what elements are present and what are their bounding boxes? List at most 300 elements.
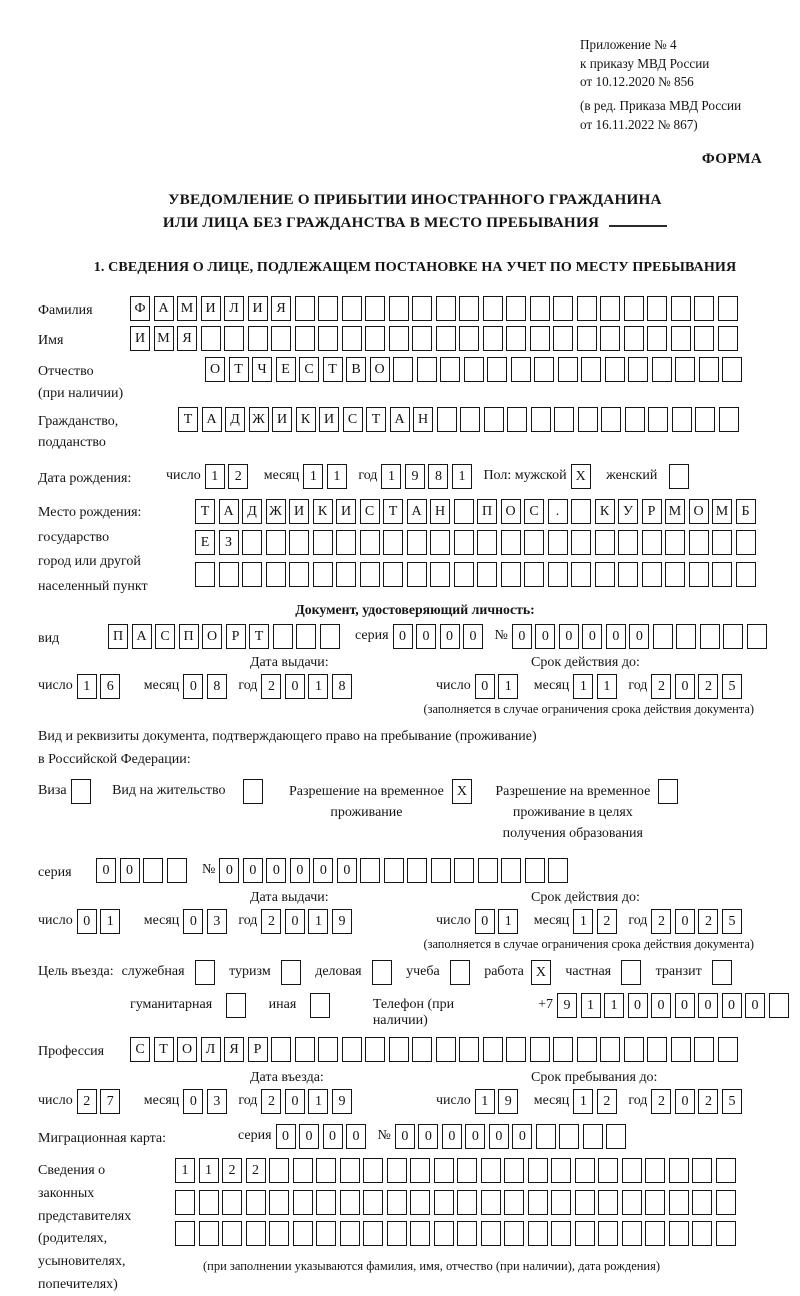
char-cell[interactable]	[434, 1221, 454, 1246]
char-cell[interactable]	[672, 407, 692, 432]
char-cell[interactable]	[645, 1221, 665, 1246]
char-cell[interactable]	[434, 1190, 454, 1215]
char-cell[interactable]	[410, 1221, 430, 1246]
char-cell[interactable]: С	[155, 624, 175, 649]
char-cell[interactable]: Д	[225, 407, 245, 432]
char-cell[interactable]	[363, 1158, 383, 1183]
char-cell[interactable]	[481, 1221, 501, 1246]
temp-permit-checkbox[interactable]	[452, 779, 476, 804]
char-cell[interactable]	[598, 1221, 618, 1246]
char-cell[interactable]	[671, 296, 691, 321]
char-cell[interactable]	[318, 1037, 338, 1062]
temp-permit-edu-checkbox[interactable]	[658, 779, 682, 804]
char-cell[interactable]	[293, 1158, 313, 1183]
char-cell[interactable]	[293, 1190, 313, 1215]
char-cell[interactable]: 0	[651, 993, 671, 1018]
char-cell[interactable]: А	[390, 407, 410, 432]
char-cell[interactable]: 2	[77, 1089, 97, 1114]
permit-series-cells[interactable]	[96, 858, 190, 883]
char-cell[interactable]	[483, 1037, 503, 1062]
char-cell[interactable]	[669, 1158, 689, 1183]
char-cell[interactable]: 0	[183, 674, 203, 699]
permit-issue-month-cells[interactable]	[183, 909, 230, 934]
char-cell[interactable]: 1	[573, 909, 593, 934]
char-cell[interactable]	[483, 296, 503, 321]
char-cell[interactable]: Т	[229, 357, 249, 382]
char-cell[interactable]: 0	[512, 1124, 532, 1149]
char-cell[interactable]	[504, 1221, 524, 1246]
doc-issue-year-cells[interactable]	[261, 674, 355, 699]
birth-year-cells[interactable]	[381, 464, 475, 489]
char-cell[interactable]	[652, 357, 672, 382]
char-cell[interactable]: Ж	[249, 407, 269, 432]
char-cell[interactable]: Я	[224, 1037, 244, 1062]
char-cell[interactable]	[483, 326, 503, 351]
char-cell[interactable]: И	[336, 499, 356, 524]
char-cell[interactable]: О	[501, 499, 521, 524]
char-cell[interactable]	[600, 1037, 620, 1062]
char-cell[interactable]	[407, 562, 427, 587]
char-cell[interactable]	[506, 1037, 526, 1062]
char-cell[interactable]: 0	[219, 858, 239, 883]
stay-month-cells[interactable]	[573, 1089, 620, 1114]
char-cell[interactable]	[336, 562, 356, 587]
char-cell[interactable]	[578, 407, 598, 432]
char-cell[interactable]: А	[407, 499, 427, 524]
char-cell[interactable]	[625, 407, 645, 432]
char-cell[interactable]	[694, 326, 714, 351]
char-cell[interactable]: 0	[675, 1089, 695, 1114]
char-cell[interactable]	[692, 1158, 712, 1183]
char-cell[interactable]	[716, 1158, 736, 1183]
char-cell[interactable]: 2	[222, 1158, 242, 1183]
char-cell[interactable]: 0	[183, 909, 203, 934]
char-cell[interactable]: 0	[183, 1089, 203, 1114]
char-cell[interactable]	[624, 1037, 644, 1062]
char-cell[interactable]	[622, 1190, 642, 1215]
char-cell[interactable]: П	[179, 624, 199, 649]
char-cell[interactable]	[712, 960, 732, 985]
char-cell[interactable]	[548, 530, 568, 555]
char-cell[interactable]: 0	[475, 674, 495, 699]
char-cell[interactable]	[310, 993, 330, 1018]
char-cell[interactable]: 9	[498, 1089, 518, 1114]
char-cell[interactable]: 0	[323, 1124, 343, 1149]
char-cell[interactable]	[624, 326, 644, 351]
entry-year-cells[interactable]	[261, 1089, 355, 1114]
char-cell[interactable]	[318, 326, 338, 351]
phone-cells[interactable]	[557, 993, 792, 1018]
purpose-private-checkbox[interactable]	[621, 960, 645, 985]
char-cell[interactable]	[195, 562, 215, 587]
char-cell[interactable]: 0	[582, 624, 602, 649]
char-cell[interactable]	[595, 562, 615, 587]
char-cell[interactable]: 1	[308, 909, 328, 934]
char-cell[interactable]	[530, 296, 550, 321]
char-cell[interactable]	[365, 296, 385, 321]
char-cell[interactable]: 1	[498, 909, 518, 934]
char-cell[interactable]	[199, 1190, 219, 1215]
char-cell[interactable]	[695, 407, 715, 432]
char-cell[interactable]	[600, 326, 620, 351]
char-cell[interactable]: Т	[249, 624, 269, 649]
char-cell[interactable]	[551, 1190, 571, 1215]
char-cell[interactable]	[712, 530, 732, 555]
char-cell[interactable]: 0	[285, 1089, 305, 1114]
char-cell[interactable]: О	[205, 357, 225, 382]
doc-valid-year-cells[interactable]	[651, 674, 745, 699]
char-cell[interactable]	[389, 296, 409, 321]
char-cell[interactable]	[524, 530, 544, 555]
char-cell[interactable]	[222, 1190, 242, 1215]
char-cell[interactable]	[506, 326, 526, 351]
char-cell[interactable]	[712, 562, 732, 587]
char-cell[interactable]	[504, 1190, 524, 1215]
char-cell[interactable]	[689, 530, 709, 555]
char-cell[interactable]	[605, 357, 625, 382]
char-cell[interactable]	[694, 1037, 714, 1062]
char-cell[interactable]	[383, 562, 403, 587]
char-cell[interactable]	[340, 1221, 360, 1246]
permit-number-cells[interactable]	[219, 858, 572, 883]
char-cell[interactable]	[457, 1221, 477, 1246]
char-cell[interactable]: 0	[440, 624, 460, 649]
char-cell[interactable]	[571, 530, 591, 555]
char-cell[interactable]	[575, 1190, 595, 1215]
char-cell[interactable]	[648, 407, 668, 432]
char-cell[interactable]: 5	[722, 1089, 742, 1114]
char-cell[interactable]	[246, 1190, 266, 1215]
char-cell[interactable]	[571, 562, 591, 587]
char-cell[interactable]	[718, 326, 738, 351]
char-cell[interactable]	[316, 1158, 336, 1183]
char-cell[interactable]	[459, 1037, 479, 1062]
char-cell[interactable]	[246, 1221, 266, 1246]
char-cell[interactable]	[575, 1221, 595, 1246]
char-cell[interactable]	[642, 530, 662, 555]
char-cell[interactable]	[477, 530, 497, 555]
char-cell[interactable]: 0	[745, 993, 765, 1018]
char-cell[interactable]	[269, 1190, 289, 1215]
char-cell[interactable]	[595, 530, 615, 555]
char-cell[interactable]: П	[108, 624, 128, 649]
char-cell[interactable]	[269, 1158, 289, 1183]
char-cell[interactable]: 0	[675, 674, 695, 699]
char-cell[interactable]: И	[201, 296, 221, 321]
char-cell[interactable]: 9	[405, 464, 425, 489]
char-cell[interactable]: О	[177, 1037, 197, 1062]
permit-valid-year-cells[interactable]	[651, 909, 745, 934]
char-cell[interactable]: И	[248, 296, 268, 321]
char-cell[interactable]: 0	[675, 993, 695, 1018]
char-cell[interactable]: 0	[120, 858, 140, 883]
char-cell[interactable]: 3	[207, 1089, 227, 1114]
char-cell[interactable]: П	[477, 499, 497, 524]
char-cell[interactable]	[316, 1221, 336, 1246]
char-cell[interactable]: С	[360, 499, 380, 524]
char-cell[interactable]: 0	[285, 674, 305, 699]
char-cell[interactable]	[719, 407, 739, 432]
char-cell[interactable]: М	[712, 499, 732, 524]
stay-day-cells[interactable]	[475, 1089, 522, 1114]
char-cell[interactable]: 0	[606, 624, 626, 649]
char-cell[interactable]: Р	[642, 499, 662, 524]
char-cell[interactable]: 0	[313, 858, 333, 883]
char-cell[interactable]	[199, 1221, 219, 1246]
char-cell[interactable]	[242, 562, 262, 587]
doc-issue-day-cells[interactable]	[77, 674, 124, 699]
char-cell[interactable]	[436, 326, 456, 351]
char-cell[interactable]	[736, 530, 756, 555]
char-cell[interactable]: 8	[332, 674, 352, 699]
stay-year-cells[interactable]	[651, 1089, 745, 1114]
char-cell[interactable]: Т	[154, 1037, 174, 1062]
char-cell[interactable]: И	[130, 326, 150, 351]
char-cell[interactable]	[531, 407, 551, 432]
char-cell[interactable]: 9	[557, 993, 577, 1018]
char-cell[interactable]	[175, 1190, 195, 1215]
surname-cells[interactable]	[130, 296, 741, 321]
char-cell[interactable]	[372, 960, 392, 985]
char-cell[interactable]	[296, 624, 316, 649]
char-cell[interactable]	[393, 357, 413, 382]
char-cell[interactable]: Я	[177, 326, 197, 351]
char-cell[interactable]: С	[524, 499, 544, 524]
char-cell[interactable]: 2	[698, 909, 718, 934]
char-cell[interactable]	[665, 562, 685, 587]
char-cell[interactable]	[577, 326, 597, 351]
doc-series-cells[interactable]	[393, 624, 487, 649]
char-cell[interactable]	[669, 1190, 689, 1215]
char-cell[interactable]: 1	[581, 993, 601, 1018]
purpose-work-checkbox[interactable]	[531, 960, 555, 985]
char-cell[interactable]	[143, 858, 163, 883]
char-cell[interactable]: 0	[512, 624, 532, 649]
char-cell[interactable]	[647, 1037, 667, 1062]
char-cell[interactable]: 2	[651, 1089, 671, 1114]
char-cell[interactable]: X	[531, 960, 551, 985]
char-cell[interactable]	[459, 326, 479, 351]
doc-kind-cells[interactable]	[108, 624, 343, 649]
char-cell[interactable]: 0	[463, 624, 483, 649]
sex-male-checkbox[interactable]	[571, 464, 595, 489]
char-cell[interactable]	[266, 562, 286, 587]
char-cell[interactable]: О	[370, 357, 390, 382]
char-cell[interactable]	[360, 562, 380, 587]
char-cell[interactable]	[671, 1037, 691, 1062]
char-cell[interactable]: 0	[442, 1124, 462, 1149]
citizenship-cells[interactable]	[178, 407, 742, 432]
char-cell[interactable]	[481, 1158, 501, 1183]
char-cell[interactable]: 2	[651, 674, 671, 699]
char-cell[interactable]	[653, 624, 673, 649]
char-cell[interactable]: М	[665, 499, 685, 524]
char-cell[interactable]: Л	[201, 1037, 221, 1062]
char-cell[interactable]: 0	[96, 858, 116, 883]
char-cell[interactable]	[600, 296, 620, 321]
char-cell[interactable]	[622, 1221, 642, 1246]
entry-month-cells[interactable]	[183, 1089, 230, 1114]
char-cell[interactable]: 2	[698, 674, 718, 699]
char-cell[interactable]: Ч	[252, 357, 272, 382]
char-cell[interactable]: 1	[77, 674, 97, 699]
char-cell[interactable]: 1	[381, 464, 401, 489]
char-cell[interactable]: 1	[308, 1089, 328, 1114]
char-cell[interactable]	[645, 1158, 665, 1183]
char-cell[interactable]	[671, 326, 691, 351]
char-cell[interactable]	[457, 1190, 477, 1215]
char-cell[interactable]: .	[548, 499, 568, 524]
char-cell[interactable]	[175, 1221, 195, 1246]
char-cell[interactable]	[387, 1221, 407, 1246]
char-cell[interactable]: 2	[246, 1158, 266, 1183]
char-cell[interactable]: 2	[261, 674, 281, 699]
char-cell[interactable]: В	[346, 357, 366, 382]
char-cell[interactable]: А	[154, 296, 174, 321]
char-cell[interactable]	[269, 1221, 289, 1246]
char-cell[interactable]	[360, 530, 380, 555]
char-cell[interactable]	[295, 296, 315, 321]
char-cell[interactable]	[219, 562, 239, 587]
char-cell[interactable]: И	[272, 407, 292, 432]
birth-month-cells[interactable]	[303, 464, 350, 489]
char-cell[interactable]	[387, 1158, 407, 1183]
char-cell[interactable]: X	[571, 464, 591, 489]
char-cell[interactable]	[454, 499, 474, 524]
doc-issue-month-cells[interactable]	[183, 674, 230, 699]
char-cell[interactable]	[340, 1190, 360, 1215]
char-cell[interactable]	[457, 1158, 477, 1183]
char-cell[interactable]: Т	[323, 357, 343, 382]
char-cell[interactable]: Д	[242, 499, 262, 524]
char-cell[interactable]	[434, 1158, 454, 1183]
char-cell[interactable]: Т	[383, 499, 403, 524]
char-cell[interactable]: Р	[226, 624, 246, 649]
char-cell[interactable]	[581, 357, 601, 382]
char-cell[interactable]: 0	[489, 1124, 509, 1149]
char-cell[interactable]	[598, 1158, 618, 1183]
representatives-cells-row3[interactable]	[175, 1221, 739, 1246]
char-cell[interactable]: 7	[100, 1089, 120, 1114]
purpose-study-checkbox[interactable]	[450, 960, 474, 985]
permit-issue-day-cells[interactable]	[77, 909, 124, 934]
doc-number-cells[interactable]	[512, 624, 771, 649]
char-cell[interactable]	[642, 562, 662, 587]
char-cell[interactable]	[583, 1124, 603, 1149]
char-cell[interactable]: X	[452, 779, 472, 804]
char-cell[interactable]	[464, 357, 484, 382]
char-cell[interactable]: 0	[698, 993, 718, 1018]
char-cell[interactable]: 2	[698, 1089, 718, 1114]
char-cell[interactable]	[412, 326, 432, 351]
char-cell[interactable]	[528, 1190, 548, 1215]
birthplace-cells-row3[interactable]	[195, 562, 759, 587]
char-cell[interactable]	[431, 858, 451, 883]
char-cell[interactable]: У	[618, 499, 638, 524]
char-cell[interactable]	[628, 357, 648, 382]
char-cell[interactable]: 0	[722, 993, 742, 1018]
char-cell[interactable]: 8	[428, 464, 448, 489]
char-cell[interactable]: О	[202, 624, 222, 649]
char-cell[interactable]	[454, 530, 474, 555]
char-cell[interactable]	[363, 1190, 383, 1215]
char-cell[interactable]	[412, 296, 432, 321]
char-cell[interactable]	[551, 1221, 571, 1246]
char-cell[interactable]	[525, 858, 545, 883]
char-cell[interactable]: 1	[573, 674, 593, 699]
char-cell[interactable]	[365, 1037, 385, 1062]
char-cell[interactable]	[669, 464, 689, 489]
char-cell[interactable]: Ф	[130, 296, 150, 321]
char-cell[interactable]: К	[313, 499, 333, 524]
char-cell[interactable]	[622, 1158, 642, 1183]
char-cell[interactable]	[536, 1124, 556, 1149]
char-cell[interactable]: 1	[597, 674, 617, 699]
char-cell[interactable]	[559, 1124, 579, 1149]
char-cell[interactable]	[195, 960, 215, 985]
char-cell[interactable]	[342, 296, 362, 321]
char-cell[interactable]	[281, 960, 301, 985]
char-cell[interactable]: И	[319, 407, 339, 432]
char-cell[interactable]: Т	[366, 407, 386, 432]
char-cell[interactable]	[487, 357, 507, 382]
char-cell[interactable]	[700, 624, 720, 649]
char-cell[interactable]	[624, 296, 644, 321]
char-cell[interactable]	[481, 1190, 501, 1215]
char-cell[interactable]: 1	[327, 464, 347, 489]
char-cell[interactable]	[689, 562, 709, 587]
char-cell[interactable]	[410, 1190, 430, 1215]
purpose-business-trip-checkbox[interactable]	[195, 960, 219, 985]
char-cell[interactable]	[342, 326, 362, 351]
char-cell[interactable]	[271, 326, 291, 351]
char-cell[interactable]: 9	[332, 909, 352, 934]
char-cell[interactable]	[618, 530, 638, 555]
migration-series-cells[interactable]	[276, 1124, 370, 1149]
char-cell[interactable]: 3	[207, 909, 227, 934]
char-cell[interactable]	[694, 296, 714, 321]
char-cell[interactable]	[716, 1221, 736, 1246]
char-cell[interactable]: С	[343, 407, 363, 432]
char-cell[interactable]: 2	[597, 909, 617, 934]
char-cell[interactable]	[340, 1158, 360, 1183]
char-cell[interactable]: Р	[248, 1037, 268, 1062]
char-cell[interactable]	[504, 1158, 524, 1183]
char-cell[interactable]: 0	[285, 909, 305, 934]
char-cell[interactable]	[222, 1221, 242, 1246]
char-cell[interactable]: Н	[430, 499, 450, 524]
char-cell[interactable]	[558, 357, 578, 382]
char-cell[interactable]	[554, 407, 574, 432]
char-cell[interactable]	[769, 993, 789, 1018]
char-cell[interactable]	[548, 562, 568, 587]
char-cell[interactable]	[736, 562, 756, 587]
char-cell[interactable]	[293, 1221, 313, 1246]
char-cell[interactable]	[201, 326, 221, 351]
char-cell[interactable]: 0	[243, 858, 263, 883]
char-cell[interactable]: М	[177, 296, 197, 321]
char-cell[interactable]	[501, 530, 521, 555]
char-cell[interactable]	[575, 1158, 595, 1183]
char-cell[interactable]: И	[289, 499, 309, 524]
char-cell[interactable]: Б	[736, 499, 756, 524]
char-cell[interactable]	[571, 499, 591, 524]
char-cell[interactable]	[289, 562, 309, 587]
char-cell[interactable]	[676, 624, 696, 649]
char-cell[interactable]	[645, 1190, 665, 1215]
char-cell[interactable]	[530, 1037, 550, 1062]
purpose-other-checkbox[interactable]	[310, 993, 334, 1018]
